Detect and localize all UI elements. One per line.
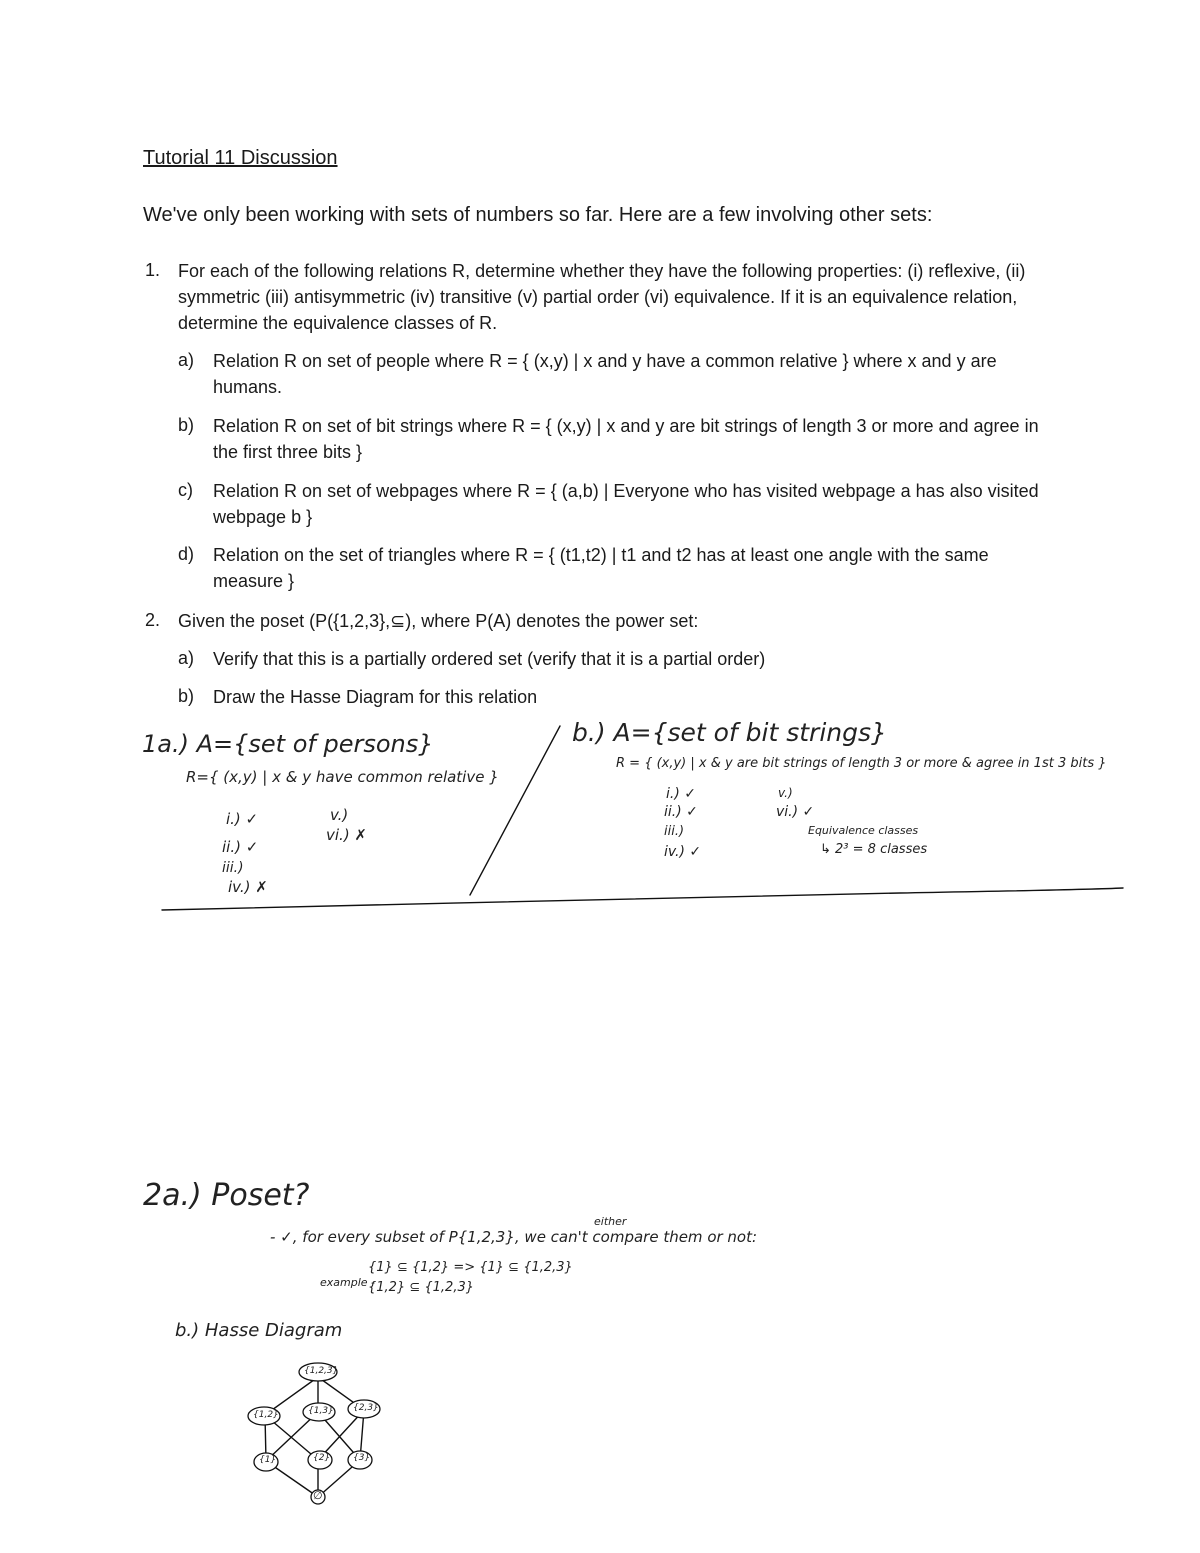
note-1a-iii: iii.) xyxy=(222,860,244,876)
intro-text: We've only been working with sets of numbers so far. Here are a few involving other sets: xyxy=(143,204,933,226)
note-1b-vi: vi.) ✓ xyxy=(776,804,815,820)
horizontal-rule xyxy=(162,888,1123,910)
hasse-node-mid-right: {2,3} xyxy=(353,1403,379,1413)
q2b-label: b) xyxy=(178,686,195,706)
divider-slash xyxy=(470,726,560,895)
note-2a-heading: 2a.) Poset? xyxy=(143,1178,310,1213)
hasse-node-top: {1,2,3} xyxy=(304,1366,339,1376)
q2a-label: a) xyxy=(178,648,195,668)
note-1a-v: v.) xyxy=(330,806,349,824)
note-2a-example-label: example - xyxy=(320,1276,376,1289)
q1-number: 1. xyxy=(145,260,161,280)
note-1b-relation: R = { (x,y) | x & y are bit strings of length 3 or more & agree in 1st 3 bits } xyxy=(616,756,1107,771)
document-title: Tutorial 11 Discussion xyxy=(143,147,338,169)
note-1b-i: i.) ✓ xyxy=(666,786,696,802)
hasse-node-low-left: {1} xyxy=(259,1455,277,1465)
note-2a-example-2: {1,2} ⊆ {1,2,3} xyxy=(368,1280,474,1295)
note-2b-heading: b.) Hasse Diagram xyxy=(175,1320,343,1341)
note-1b-eq-classes: Equivalence classes xyxy=(808,824,919,837)
note-1a-vi: vi.) ✗ xyxy=(326,826,368,844)
hasse-edges xyxy=(265,1377,364,1497)
note-1b-heading: b.) A={set of bit strings} xyxy=(572,718,887,747)
hasse-node-low-center: {2} xyxy=(313,1453,331,1463)
q1d-text: Relation on the set of triangles where R = { (t1,t2) | t1 and t2 has at least one angle with the same measure } xyxy=(213,545,989,591)
note-1a-heading: 1a.) A={set of persons} xyxy=(142,730,434,758)
note-2a-justification: - ✓, for every subset of P{1,2,3}, we can't compare them or not: xyxy=(270,1228,758,1246)
q1d-label: d) xyxy=(178,544,195,564)
q1c-text: Relation R on set of webpages where R = { (a,b) | Everyone who has visited webpage a has also visited webpage b } xyxy=(213,481,1039,527)
note-1b-eq-count: ↳ 2³ = 8 classes xyxy=(820,842,928,857)
note-1b-iv: iv.) ✓ xyxy=(664,844,702,860)
q2-number: 2. xyxy=(145,610,161,630)
note-1a-i: i.) ✓ xyxy=(226,810,259,828)
note-2a-example-1: {1} ⊆ {1,2} => {1} ⊆ {1,2,3} xyxy=(368,1260,573,1275)
note-2a-either: either xyxy=(594,1215,627,1228)
q1a-label: a) xyxy=(178,350,195,370)
hasse-node-mid-left: {1,2} xyxy=(253,1410,279,1420)
hasse-node-mid-center: {1,3} xyxy=(308,1406,334,1416)
q1b-text: Relation R on set of bit strings where R = { (x,y) | x and y are bit strings of length 3 or more and agree in the first three bits } xyxy=(213,416,1039,462)
q2b-text: Draw the Hasse Diagram for this relation xyxy=(213,687,538,707)
note-1a-iv: iv.) ✗ xyxy=(228,878,268,896)
q1a-text: Relation R on set of people where R = { (x,y) | x and y have a common relative } where x and y are humans. xyxy=(213,351,997,397)
note-1b-v: v.) xyxy=(778,786,793,800)
q1b-label: b) xyxy=(178,415,195,435)
q2-text: Given the poset (P({1,2,3},⊆), where P(A) denotes the power set: xyxy=(178,611,699,631)
note-1b-ii: ii.) ✓ xyxy=(664,804,698,820)
note-1b-iii: iii.) xyxy=(664,824,685,839)
q1c-label: c) xyxy=(178,480,193,500)
note-1a-ii: ii.) ✓ xyxy=(222,838,259,856)
q2a-text: Verify that this is a partially ordered set (verify that it is a partial order) xyxy=(213,649,766,669)
note-1a-relation: R={ (x,y) | x & y have common relative } xyxy=(186,768,499,786)
q1-text: For each of the following relations R, determine whether they have the following properties: (i) reflexive, (ii) symmetric (iii) antisymmetric (iv) transitive (v) partial order (vi) equivalence. If it is an equivalence relation, determine the equivalence classes of R. xyxy=(178,261,1026,333)
hasse-node-low-right: {3} xyxy=(353,1453,371,1463)
hasse-node-bottom: ∅ xyxy=(313,1489,323,1502)
